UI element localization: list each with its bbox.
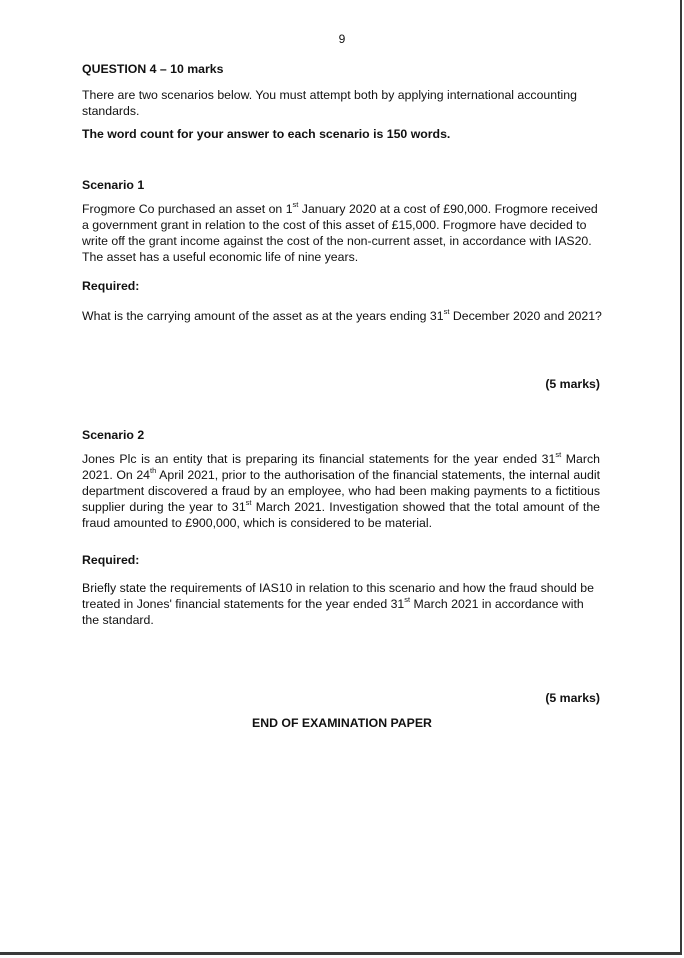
scenario2-question: Briefly state the requirements of IAS10 in relation to this scenario and how the fraud should be treated in Jones' financial statements for the year ended 31st March 2021 in accordance with the standard. <box>82 581 594 627</box>
scenario2-marks: (5 marks) <box>545 691 600 705</box>
scenario1-heading: Scenario 1 <box>82 178 145 192</box>
question-title: QUESTION 4 – 10 marks <box>82 62 224 76</box>
scenario1-question: What is the carrying amount of the asset as at the years ending 31st December 2020 and 2021? <box>82 307 602 323</box>
page-number: 9 <box>338 32 346 46</box>
word-count-instruction: The word count for your answer to each scenario is 150 words. <box>82 127 451 141</box>
scenario2-required-label: Required: <box>82 553 140 567</box>
end-of-paper: END OF EXAMINATION PAPER <box>252 716 432 730</box>
scenario2-paragraph: Jones Plc is an entity that is preparing its financial statements for the year ended 31st March 2021. On 24th April 2021, prior to the authorisation of the financial statements, the internal audit department discovered a fraud by an employee, who had been making payments to a fictitious supplier during the year to 31st March 2021. Investigation showed that the total amount of the fraud amounted to £900,000, which is considered to be material. <box>82 450 600 530</box>
scenario2-heading: Scenario 2 <box>82 428 145 442</box>
scenario1-required-label: Required: <box>82 279 140 293</box>
scenario1-marks: (5 marks) <box>545 377 600 391</box>
intro-text: There are two scenarios below. You must attempt both by applying international accounting standards. <box>82 88 577 118</box>
scenario1-paragraph: Frogmore Co purchased an asset on 1st January 2020 at a cost of £90,000. Frogmore received a government grant in relation to the cost of this asset of £15,000. Frogmore have decided to write off the grant income against the cost of the non-current asset, in accordance with IAS20. The asset has a useful economic life of nine years. <box>82 200 598 264</box>
